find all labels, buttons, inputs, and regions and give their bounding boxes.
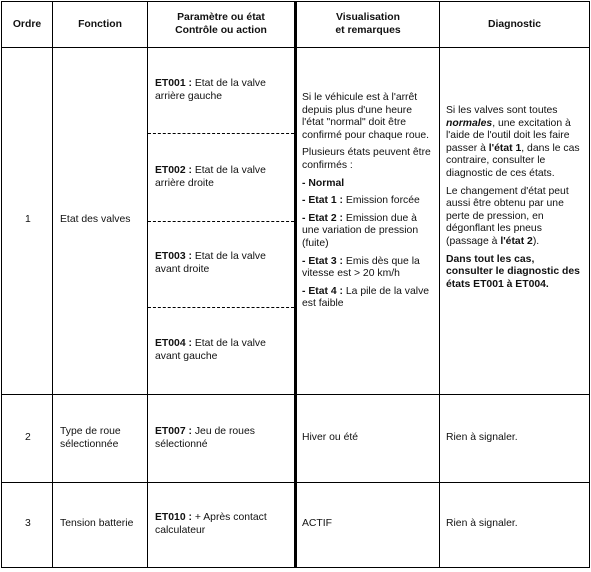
table-border-left <box>1 1 2 568</box>
diag-etat2: l'état 2 <box>500 235 533 247</box>
param-text: + Après contact calculateur <box>155 512 267 536</box>
diag-normales: normales <box>446 117 493 129</box>
column-separator-2 <box>147 1 148 568</box>
column-separator-1 <box>52 1 53 568</box>
param-code: ET002 : <box>155 165 192 176</box>
diag-text: , dans le cas contraire, consulter le diagnostic de ces états. <box>446 142 580 179</box>
table-border-right <box>589 1 590 568</box>
header-ordre: Ordre <box>12 19 42 30</box>
column-separator-3 <box>294 1 297 568</box>
diagnostic-p2 <box>446 186 582 249</box>
param-dash-separator-2 <box>148 221 294 222</box>
state-text: La pile de la valve est faible <box>302 285 430 310</box>
param-code: ET001 : <box>155 78 192 89</box>
state-4 <box>302 286 436 311</box>
state-2 <box>302 213 436 251</box>
state-1 <box>302 195 436 208</box>
param-dash-separator-1 <box>148 133 294 134</box>
row2-parametre <box>155 426 287 451</box>
diagnostic-p1 <box>446 105 582 181</box>
state-label: - Normal <box>302 177 345 189</box>
header-visualisation-line2: et remarques <box>335 25 401 36</box>
row2-visualisation: Hiver ou été <box>302 432 359 443</box>
header-diagnostic: Diagnostic <box>487 19 542 30</box>
row3-ordre: 3 <box>25 518 31 529</box>
row1-diagnostic <box>446 105 582 296</box>
header-visualisation-line1: Visualisation <box>336 12 400 23</box>
diag-text: ). <box>532 235 540 247</box>
state-label: - Etat 4 : <box>302 285 343 297</box>
param-et001 <box>155 78 287 103</box>
param-text: Etat de la valve avant gauche <box>155 338 266 362</box>
diag-text: , une excitation à l'aide de l'outil doit les faire passer à <box>446 117 571 154</box>
column-separator-4 <box>439 1 440 568</box>
visualisation-plusieurs: Plusieurs états peuvent être confirmés : <box>302 147 431 171</box>
row3-visualisation: ACTIF <box>302 518 333 529</box>
visualisation-intro: Si le véhicule est à l'arrêt depuis plus d'une heure l'état "normal" doit être confirmé pour chaque roue. <box>302 92 430 141</box>
state-text: Emission due à une variation de pression (fuite) <box>302 212 419 249</box>
state-label: - Etat 1 : <box>302 195 343 207</box>
param-code: ET010 : <box>155 512 192 523</box>
diag-conclusion: Dans tout les cas, consulter le diagnostic des états ET001 à ET004. <box>446 253 580 290</box>
diag-etat1: l'état 1 <box>488 142 522 154</box>
diag-text: Le changement d'état peut aussi être obtenu par une perte de pression, en dégonflant les pneus (passage à <box>446 185 569 247</box>
state-normal <box>302 178 436 191</box>
diag-text: Si les valves sont toutes <box>446 105 558 116</box>
state-label: - Etat 2 : <box>302 212 343 224</box>
header-parametre-line1: Paramètre ou état <box>177 12 265 23</box>
row3-fonction: Tension batterie <box>60 518 134 529</box>
param-code: ET007 : <box>155 426 192 437</box>
row1-ordre: 1 <box>25 214 31 225</box>
param-et003 <box>155 251 287 276</box>
state-label: - Etat 3 : <box>302 255 343 267</box>
state-text: Emission forcée <box>343 195 420 207</box>
diagnostic-p3 <box>446 254 582 292</box>
row3-parametre <box>155 512 287 537</box>
row2-diagnostic: Rien à signaler. <box>446 432 518 443</box>
param-code: ET004 : <box>155 338 192 349</box>
row1-fonction: Etat des valves <box>60 214 131 225</box>
header-fonction: Fonction <box>78 19 122 30</box>
row1-visualisation <box>302 92 436 316</box>
row3-diagnostic: Rien à signaler. <box>446 518 518 529</box>
param-text: Etat de la valve arrière gauche <box>155 78 266 102</box>
param-et004 <box>155 338 287 363</box>
header-visualisation <box>297 11 439 37</box>
state-3 <box>302 256 436 281</box>
row2-fonction: Type de roue sélectionnée <box>60 426 121 450</box>
header-parametre-line2: Contrôle ou action <box>175 25 267 36</box>
state-text: Emis dès que la vitesse est > 20 km/h <box>302 255 420 280</box>
param-text: Etat de la valve arrière droite <box>155 165 266 189</box>
row2-ordre: 2 <box>25 432 31 443</box>
param-text: Etat de la valve avant droite <box>155 251 266 275</box>
param-text: Jeu de roues sélectionné <box>155 426 255 450</box>
param-code: ET003 : <box>155 251 192 262</box>
param-et002 <box>155 165 287 190</box>
param-dash-separator-3 <box>148 307 294 308</box>
header-parametre <box>148 11 294 37</box>
